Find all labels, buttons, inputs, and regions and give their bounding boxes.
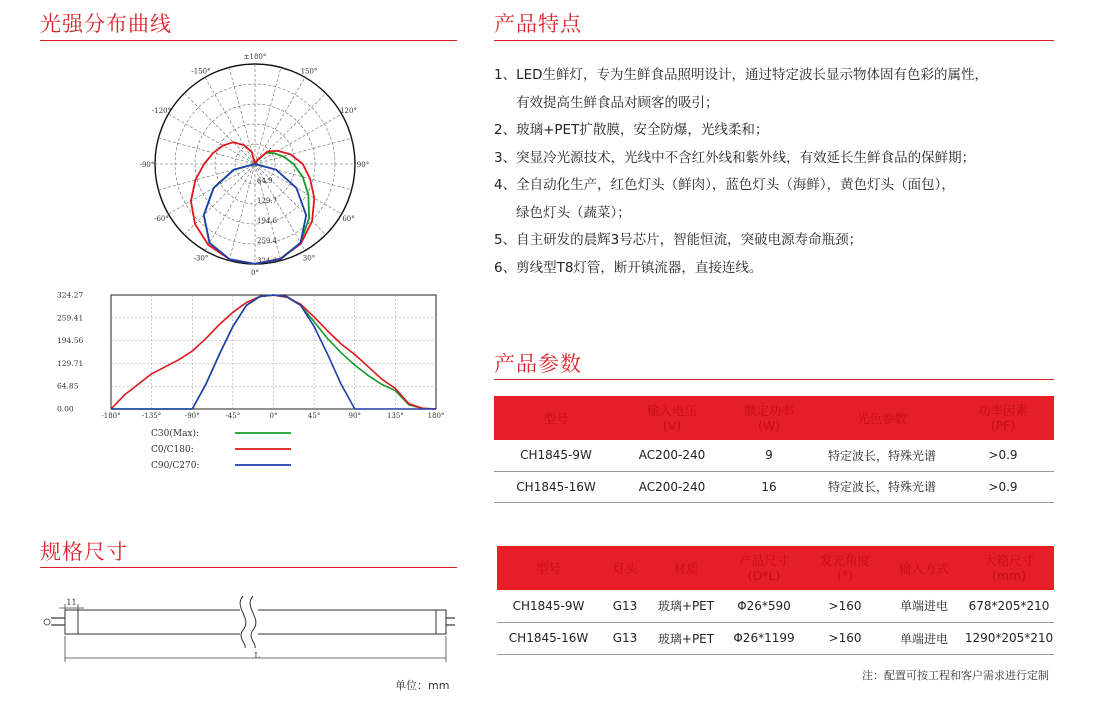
feature-item: 3、突显冷光源技术，光线中不含红外线和紫外线，有效延长生鲜食品的保鲜期； [494, 149, 976, 166]
x-tick-label: 180° [427, 412, 445, 420]
table-cell: Φ26*1199 [722, 622, 806, 654]
y-tick-label: 194.56 [57, 336, 84, 346]
table-cell: CH1845-16W [494, 471, 618, 502]
table-row [494, 440, 1054, 471]
table-cell: AC200-240 [618, 471, 726, 502]
table-cell: AC200-240 [618, 440, 726, 471]
table-row [494, 471, 1054, 502]
table1-header: 额定功率 (W) [726, 396, 812, 440]
title-underline [494, 40, 1054, 41]
x-tick-label: -135° [142, 412, 162, 420]
y-tick-label: 129.71 [57, 358, 84, 368]
feature-item: 5、自主研发的晨辉3号芯片，智能恒流，突破电源寿命瓶颈； [494, 232, 863, 248]
table1-header: 输入电压 (V) [618, 396, 726, 440]
table-cell: 特定波长，特殊光谱 [812, 440, 952, 471]
title-underline [40, 567, 457, 568]
x-tick-label: 45° [307, 412, 321, 420]
polar-angle-label: 30° [302, 254, 316, 263]
polar-diagram [139, 53, 370, 277]
table1-header: 型号 [494, 396, 618, 440]
table-cell: 9 [726, 440, 812, 471]
params-title: 产品参数 [494, 352, 582, 376]
polar-angle-label: -150° [191, 67, 211, 76]
table-row [497, 590, 1054, 622]
polar-radial-label: 259.4 [257, 237, 278, 245]
unit-note: 单位：mm [395, 679, 450, 692]
table-cell: G13 [600, 622, 650, 654]
table1-header: 光色参数 [812, 396, 952, 440]
params-table-2 [497, 546, 1054, 655]
table-cell: >160 [806, 622, 884, 654]
table-cell: 单端进电 [884, 622, 964, 654]
table-cell: >0.9 [952, 471, 1054, 502]
table-cell: CH1845-9W [497, 590, 600, 622]
polar-angle-label: 0° [251, 269, 259, 277]
table-cell: 16 [726, 471, 812, 502]
x-tick-label: 0° [269, 412, 278, 420]
table2-header: 大箱尺寸 (mm) [964, 546, 1054, 590]
table1-header: 功率因素 (PF) [952, 396, 1054, 440]
table-cell: 单端进电 [884, 590, 964, 622]
features-title: 产品特点 [494, 12, 582, 36]
polar-angle-label: -90° [139, 161, 155, 169]
params-table-1 [494, 396, 1054, 503]
feature-item: 4、全自动化生产，红色灯头（鲜肉），蓝色灯头（海鲜），黄色灯头（面包）， [494, 177, 955, 193]
table-row [497, 622, 1054, 654]
table2-header: 发光角度 (°) [806, 546, 884, 590]
polar-radial-label: 324.3 [257, 257, 278, 265]
y-tick-label: 259.41 [57, 313, 84, 323]
legend-label: C0/C180: [151, 445, 194, 455]
table-cell: >160 [806, 590, 884, 622]
feature-item: 1、LED生鲜灯，专为生鲜食品照明设计，通过特定波长显示物体固有色彩的属性， [494, 67, 989, 83]
polar-angle-label: 90° [356, 161, 370, 169]
x-tick-label: -45° [225, 412, 241, 420]
legend-label: C30(Max): [151, 429, 200, 439]
polar-radial-label: 129.7 [257, 197, 278, 205]
feature-item: 2、玻璃+PET扩散膜，安全防爆，光线柔和； [494, 122, 769, 138]
light-distribution-title: 光强分布曲线 [40, 12, 172, 36]
dim-11-label: 11 [66, 598, 77, 607]
table2-header: 材质 [650, 546, 722, 590]
polar-angle-label: 150° [300, 67, 318, 76]
feature-item: 有效提高生鲜食品对顾客的吸引； [516, 94, 719, 111]
polar-series-curve [204, 164, 306, 264]
table2-header: 型号 [497, 546, 600, 590]
tube-dimension-drawing [35, 592, 475, 672]
table-cell: 678*205*210 [964, 590, 1054, 622]
y-tick-label: 0.00 [57, 404, 74, 414]
dim-L-label: L [254, 651, 260, 660]
title-underline [494, 379, 1054, 380]
features-list [494, 62, 1074, 282]
legend-label: C90/C270: [151, 461, 200, 471]
customization-note: 注：配置可按工程和客户需求进行定制 [862, 669, 1049, 682]
x-tick-label: 135° [386, 412, 404, 420]
table-cell: >0.9 [952, 440, 1054, 471]
feature-item: 绿色灯头（蔬菜）； [516, 204, 631, 221]
x-tick-label: -180° [101, 412, 121, 420]
table2-header: 灯头 [600, 546, 650, 590]
chart-legend [151, 428, 291, 471]
chart-tick-labels [57, 291, 444, 421]
title-underline [40, 40, 457, 41]
polar-angle-label: -120° [151, 107, 172, 115]
x-tick-label: -90° [184, 412, 200, 420]
table2-header: 产品尺寸 (D*L) [722, 546, 806, 590]
polar-radial-label: 194.6 [257, 217, 278, 225]
polar-angle-label: ±180° [243, 53, 267, 61]
table-cell: 1290*205*210 [964, 622, 1054, 654]
polar-angle-label: 60° [342, 215, 355, 223]
table-cell: CH1845-16W [497, 622, 600, 654]
y-tick-label: 64.85 [57, 381, 79, 391]
dimensions-title: 规格尺寸 [40, 540, 128, 564]
table-cell: CH1845-9W [494, 440, 618, 471]
table-cell: 玻璃+PET [650, 590, 722, 622]
chart-grid [111, 295, 436, 409]
y-tick-label: 324.27 [57, 290, 84, 300]
table-cell: 特定波长，特殊光谱 [812, 471, 952, 502]
table2-header: 输入方式 [884, 546, 964, 590]
polar-angle-label: -60° [154, 215, 169, 223]
table-cell: 玻璃+PET [650, 622, 722, 654]
cartesian-chart [55, 288, 455, 478]
polar-angle-label: 120° [340, 107, 357, 115]
polar-angle-label: -30° [193, 254, 209, 263]
feature-item: 6、剪线型T8灯管，断开镇流器，直接连线。 [494, 259, 763, 276]
polar-radial-label: 64.9 [257, 177, 273, 185]
x-tick-label: 90° [348, 412, 361, 420]
table-cell: G13 [600, 590, 650, 622]
table-cell: Φ26*590 [722, 590, 806, 622]
